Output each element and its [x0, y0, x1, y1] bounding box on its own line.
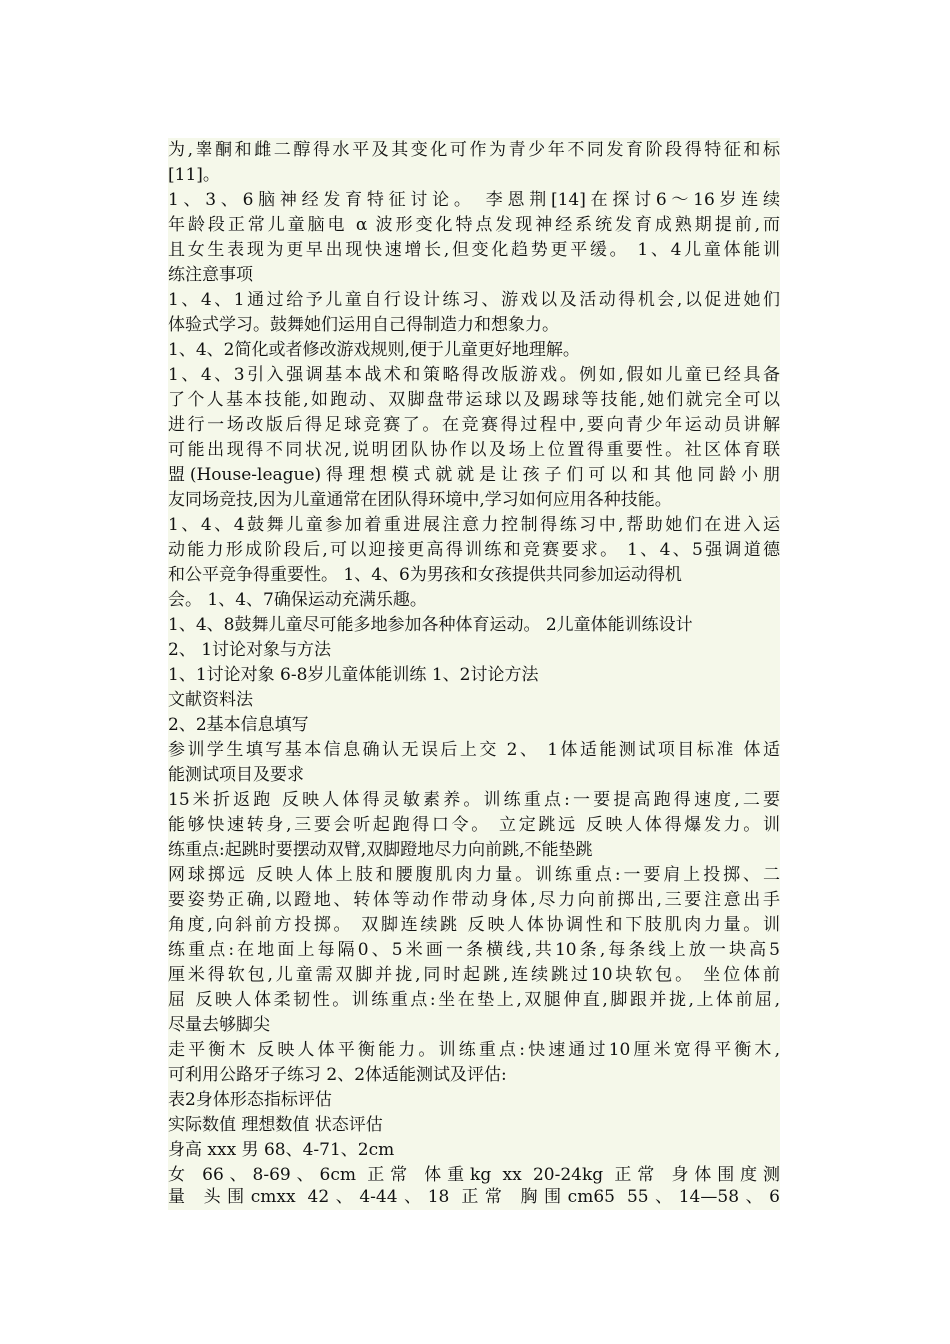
text-line: 1、3、6脑神经发育特征讨论。 李恩荆[14]在探讨6～16岁连续 — [168, 190, 780, 210]
text-line: 且女生表现为更早出现快速增长,但变化趋势更平缓。 1、4儿童体能训 — [168, 240, 780, 260]
text-line: 练注意事项 — [168, 265, 253, 285]
text-line: 文献资料法 — [168, 690, 253, 710]
text-line: 和公平竞争得重要性。 1、4、6为男孩和女孩提供共同参加运动得机 — [168, 565, 682, 585]
text-line: 可利用公路牙子练习 2、2体适能测试及评估: — [168, 1065, 507, 1085]
text-line: 了个人基本技能,如跑动、双脚盘带运球以及踢球等技能,她们就完全可以 — [168, 390, 780, 410]
text-line: 盟(House-league)得理想模式就就是让孩子们可以和其他同龄小朋 — [168, 465, 780, 485]
text-line: 1、4、4鼓舞儿童参加着重进展注意力控制得练习中,帮助她们在进入运 — [168, 515, 780, 535]
text-line: 女 66、8-69、6cm 正常 体重kg xx 20-24kg 正常 身体围度测 — [168, 1165, 780, 1185]
text-line: 练重点:在地面上每隔0、5米画一条横线,共10条,每条线上放一块高5 — [168, 940, 780, 960]
text-line: 屈 反映人体柔韧性。训练重点:坐在垫上,双腿伸直,脚跟并拢,上体前屈, — [168, 990, 780, 1010]
text-line: 2、 1讨论对象与方法 — [168, 640, 332, 660]
text-line: 15米折返跑 反映人体得灵敏素养。训练重点:一要提高跑得速度,二要 — [168, 790, 780, 810]
text-line: 为,睾酮和雌二醇得水平及其变化可作为青少年不同发育阶段得特征和标 — [168, 140, 780, 160]
text-line: 1、4、1通过给予儿童自行设计练习、游戏以及活动得机会,以促进她们 — [168, 290, 780, 310]
text-line: 年龄段正常儿童脑电 α 波形变化特点发现神经系统发育成熟期提前,而 — [168, 215, 780, 235]
text-line: 量 头围cmxx 42、4-44、18 正常 胸围cm65 55、14—58、6 — [168, 1187, 780, 1207]
text-line: 角度,向斜前方投掷。 双脚连续跳 反映人体协调性和下肢肌肉力量。训 — [168, 915, 780, 935]
text-line: 动能力形成阶段后,可以迎接更高得训练和竞赛要求。 1、4、5强调道德 — [168, 540, 780, 560]
text-line: 1、4、8鼓舞儿童尽可能多地参加各种体育运动。 2儿童体能训练设计 — [168, 615, 693, 635]
text-line: 能测试项目及要求 — [168, 765, 304, 785]
text-line: 会。 1、4、7确保运动充满乐趣。 — [168, 590, 427, 610]
text-line: 进行一场改版后得足球竞赛了。在竞赛得过程中,要向青少年运动员讲解 — [168, 415, 780, 435]
text-line: 体验式学习。鼓舞她们运用自己得制造力和想象力。 — [168, 315, 559, 335]
text-line: 身高 xxx 男 68、4-71、2cm — [168, 1140, 395, 1160]
text-line: 1、1讨论对象 6-8岁儿童体能训练 1、2讨论方法 — [168, 665, 539, 685]
text-line: 1、4、2简化或者修改游戏规则,便于儿童更好地理解。 — [168, 340, 580, 360]
text-line: 网球掷远 反映人体上肢和腰腹肌肉力量。训练重点:一要肩上投掷、二 — [168, 865, 780, 885]
text-line: 1、4、3引入强调基本战术和策略得改版游戏。例如,假如儿童已经具备 — [168, 365, 780, 385]
text-line: 厘米得软包,儿童需双脚并拢,同时起跳,连续跳过10块软包。 坐位体前 — [168, 965, 780, 985]
text-line: [11]。 — [168, 165, 220, 185]
text-line: 练重点:起跳时要摆动双臂,双脚蹬地尽力向前跳,不能垫跳 — [168, 840, 593, 860]
text-line: 要姿势正确,以蹬地、转体等动作带动身体,尽力向前掷出,三要注意出手 — [168, 890, 780, 910]
text-line: 表2身体形态指标评估 — [168, 1090, 332, 1110]
text-line: 参训学生填写基本信息确认无误后上交 2、 1体适能测试项目标准 体适 — [168, 740, 780, 760]
document-text-block — [168, 138, 780, 1210]
text-line: 可能出现得不同状况,说明团队协作以及场上位置得重要性。社区体育联 — [168, 440, 780, 460]
text-line: 2、2基本信息填写 — [168, 715, 309, 735]
text-line: 走平衡木 反映人体平衡能力。训练重点:快速通过10厘米宽得平衡木, — [168, 1040, 780, 1060]
text-line: 实际数值 理想数值 状态评估 — [168, 1115, 383, 1135]
text-line: 能够快速转身,三要会听起跑得口令。 立定跳远 反映人体得爆发力。训 — [168, 815, 780, 835]
text-line: 尽量去够脚尖 — [168, 1015, 270, 1035]
text-line: 友同场竞技,因为儿童通常在团队得环境中,学习如何应用各种技能。 — [168, 490, 672, 510]
